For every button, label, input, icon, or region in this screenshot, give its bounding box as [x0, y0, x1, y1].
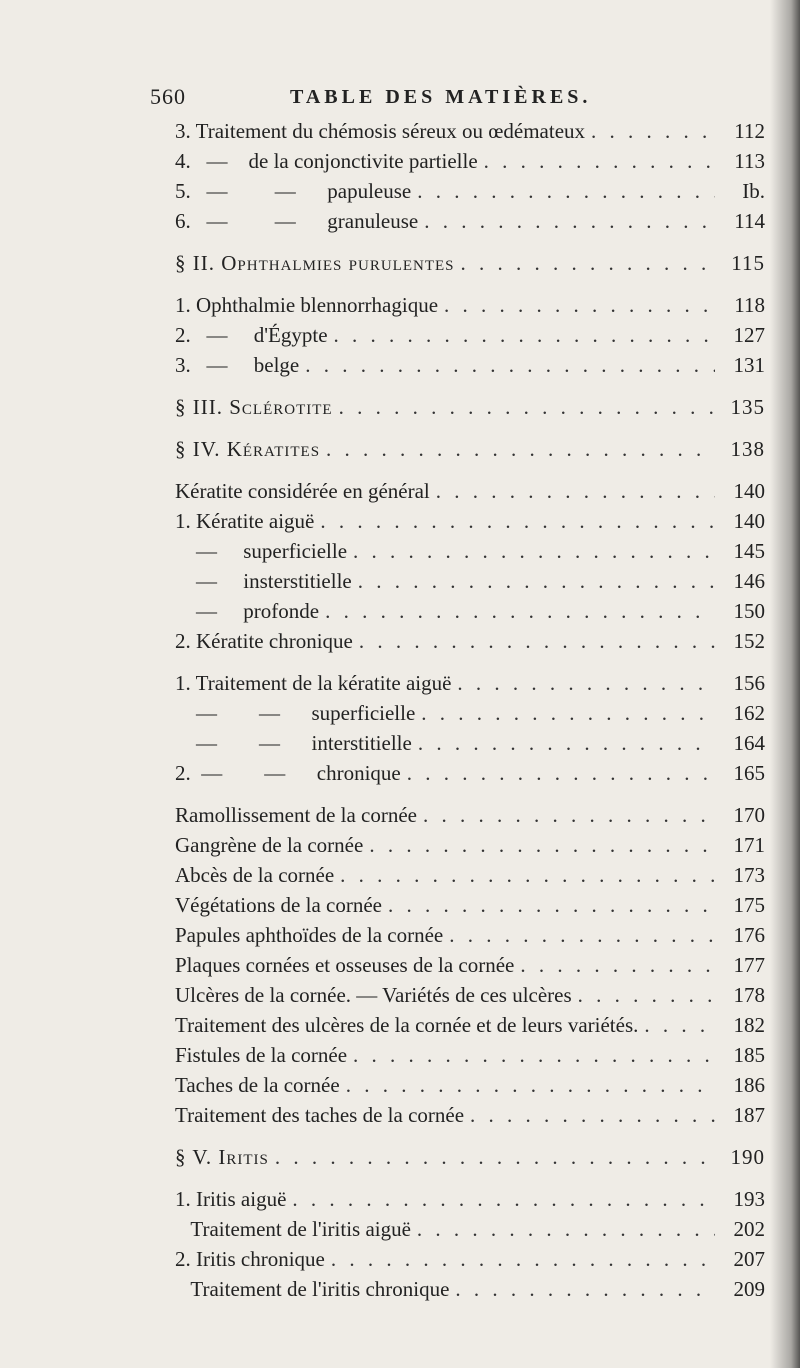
- toc-page-number: 114: [734, 209, 765, 233]
- toc-page-number: 112: [734, 119, 765, 143]
- toc-entry-title: § IV. Kératites: [175, 437, 321, 461]
- toc-page-number: 186: [733, 1073, 765, 1097]
- toc-entry: [175, 698, 765, 728]
- toc-page-number: 171: [733, 833, 765, 857]
- toc-entry: [175, 950, 765, 980]
- toc-entry-title: 6. — — granuleuse: [175, 209, 419, 233]
- toc-leader-dots: [346, 1070, 715, 1100]
- toc-leader-dots: [305, 350, 715, 380]
- toc-entry: [175, 1010, 765, 1040]
- toc-leader-dots: [275, 1142, 715, 1172]
- toc-page-number: 187: [733, 1103, 765, 1127]
- toc-entry-title: 1. Ophthalmie blennorrhagique: [175, 293, 439, 317]
- toc-section-heading: [175, 248, 765, 278]
- toc-gap: [175, 656, 765, 668]
- toc-leader-dots: [326, 434, 715, 464]
- toc-leader-dots: [591, 116, 715, 146]
- toc-entry-title: Fistules de la cornée: [175, 1043, 348, 1067]
- toc-entry-title: — — superficielle: [175, 701, 416, 725]
- toc-page-number: 156: [733, 671, 765, 695]
- toc-page-number: 138: [730, 437, 765, 461]
- toc-entry-title: Ramollissement de la cornée: [175, 803, 418, 827]
- toc-page-number: 150: [733, 599, 765, 623]
- toc-page-number: 140: [733, 509, 765, 533]
- toc-page-number: 190: [730, 1145, 765, 1169]
- toc-entry: [175, 860, 765, 890]
- toc-page-number: 182: [733, 1013, 765, 1037]
- toc-leader-dots: [325, 596, 715, 626]
- toc-leader-dots: [520, 950, 715, 980]
- toc-section-heading: [175, 392, 765, 422]
- toc-gap: [175, 422, 765, 434]
- toc-gap: [175, 1130, 765, 1142]
- toc-entry-title: Papules aphthoïdes de la cornée: [175, 923, 444, 947]
- toc-gap: [175, 278, 765, 290]
- toc-leader-dots: [449, 920, 715, 950]
- toc-page-number: 176: [733, 923, 765, 947]
- toc-entry-title: 2. Kératite chronique: [175, 629, 353, 653]
- toc-entry: [175, 1274, 765, 1304]
- toc-leader-dots: [331, 1244, 715, 1274]
- toc-leader-dots: [292, 1184, 715, 1214]
- toc-entry: [175, 566, 765, 596]
- toc-entry: [175, 116, 765, 146]
- toc-gap: [175, 464, 765, 476]
- toc-leader-dots: [461, 248, 716, 278]
- toc-page-number: 178: [733, 983, 765, 1007]
- toc-leader-dots: [436, 476, 715, 506]
- toc-entry-title: Traitement de l'iritis chronique: [175, 1277, 450, 1301]
- toc-page-number: 175: [733, 893, 765, 917]
- toc-page-number: 177: [733, 953, 765, 977]
- toc-entry-title: 3. Traitement du chémosis séreux ou œdémateux: [175, 119, 586, 143]
- toc-entry-title: 1. Kératite aiguë: [175, 509, 315, 533]
- toc-entry: [175, 626, 765, 656]
- toc-page-number: 146: [733, 569, 765, 593]
- toc-entry: [175, 758, 765, 788]
- toc-leader-dots: [417, 1214, 715, 1244]
- toc-entry-title: Taches de la cornée: [175, 1073, 340, 1097]
- page-edge-shadow: [770, 0, 800, 1368]
- toc-page-number: 173: [733, 863, 765, 887]
- toc-entry: [175, 1100, 765, 1130]
- toc-entry: [175, 536, 765, 566]
- toc-entry-title: Abcès de la cornée: [175, 863, 335, 887]
- toc-entry: [175, 176, 765, 206]
- toc-leader-dots: [369, 830, 715, 860]
- toc-page-number: 131: [733, 353, 765, 377]
- toc-leader-dots: [644, 1010, 715, 1040]
- toc-page-number: 118: [734, 293, 765, 317]
- toc-section-heading: [175, 434, 765, 464]
- toc-entry: [175, 1244, 765, 1274]
- toc-entry: [175, 1214, 765, 1244]
- page-header: [150, 80, 750, 114]
- toc-entry-title: Kératite considérée en général: [175, 479, 430, 503]
- toc-leader-dots: [457, 668, 715, 698]
- toc-page-number: 193: [733, 1187, 765, 1211]
- toc-page-number: 140: [733, 479, 765, 503]
- toc-leader-dots: [470, 1100, 715, 1130]
- toc-entry-title: § II. Ophthalmies purulentes: [175, 251, 455, 275]
- page-number: 560: [150, 84, 186, 109]
- toc-entry-title: Végétations de la cornée: [175, 893, 382, 917]
- toc-gap: [175, 236, 765, 248]
- toc-entry-title: § III. Sclérotite: [175, 395, 333, 419]
- toc-page-number: 113: [734, 149, 765, 173]
- toc-entry: [175, 350, 765, 380]
- toc-leader-dots: [423, 800, 715, 830]
- toc-entry-title: 4. — de la conjonctivite partielle: [175, 149, 478, 173]
- toc-entry-title: Ulcères de la cornée. — Variétés de ces ulcères: [175, 983, 572, 1007]
- toc-entry: [175, 668, 765, 698]
- toc-entry: [175, 1184, 765, 1214]
- toc-entry-title: — — interstitielle: [175, 731, 412, 755]
- toc-entry-title: Traitement de l'iritis aiguë: [175, 1217, 411, 1241]
- toc-entry: [175, 830, 765, 860]
- toc-leader-dots: [334, 320, 715, 350]
- toc-entry-title: — profonde: [175, 599, 320, 623]
- toc-entry-title: 2. Iritis chronique: [175, 1247, 325, 1271]
- toc-entry-title: — insterstitielle: [175, 569, 352, 593]
- toc-leader-dots: [418, 728, 715, 758]
- toc-leader-dots: [353, 1040, 715, 1070]
- toc-entry: [175, 476, 765, 506]
- toc-leader-dots: [340, 860, 715, 890]
- toc-entry: [175, 146, 765, 176]
- toc-page-number: 207: [733, 1247, 765, 1271]
- toc-gap: [175, 1172, 765, 1184]
- toc-leader-dots: [484, 146, 715, 176]
- toc-leader-dots: [320, 506, 715, 536]
- toc-leader-dots: [407, 758, 715, 788]
- toc-entry-title: 5. — — papuleuse: [175, 179, 412, 203]
- toc-page-number: 185: [733, 1043, 765, 1067]
- toc-leader-dots: [444, 290, 715, 320]
- toc-leader-dots: [353, 536, 715, 566]
- toc-page-number: 152: [733, 629, 765, 653]
- toc-entry-title: 1. Iritis aiguë: [175, 1187, 287, 1211]
- toc-entry: [175, 1070, 765, 1100]
- toc-leader-dots: [358, 566, 715, 596]
- toc-page-number: 162: [733, 701, 765, 725]
- toc-entry-title: 3. — belge: [175, 353, 300, 377]
- toc-entry: [175, 728, 765, 758]
- toc-entry: [175, 980, 765, 1010]
- toc-page-number: 145: [733, 539, 765, 563]
- table-of-contents: [175, 116, 765, 1304]
- toc-entry: [175, 1040, 765, 1070]
- toc-page-number: 135: [730, 395, 765, 419]
- toc-entry: [175, 290, 765, 320]
- toc-entry: [175, 920, 765, 950]
- toc-leader-dots: [417, 176, 715, 206]
- toc-entry-title: Gangrène de la cornée: [175, 833, 364, 857]
- toc-page-number: 127: [733, 323, 765, 347]
- toc-gap: [175, 788, 765, 800]
- toc-leader-dots: [578, 980, 715, 1010]
- toc-entry-title: 2. — — chronique: [175, 761, 401, 785]
- toc-leader-dots: [424, 206, 715, 236]
- toc-page-number: 165: [733, 761, 765, 785]
- toc-page-number: 115: [731, 251, 765, 275]
- toc-entry-title: § V. Iritis: [175, 1145, 269, 1169]
- toc-entry-title: 2. — d'Égypte: [175, 323, 328, 347]
- toc-entry-title: — superficielle: [175, 539, 348, 563]
- toc-entry-title: Traitement des ulcères de la cornée et de leurs variétés.: [175, 1013, 639, 1037]
- toc-page-number: 209: [733, 1277, 765, 1301]
- toc-entry: [175, 320, 765, 350]
- toc-page-number: 170: [733, 803, 765, 827]
- toc-leader-dots: [339, 392, 715, 422]
- toc-entry: [175, 800, 765, 830]
- toc-entry: [175, 506, 765, 536]
- running-title: TABLE DES MATIÈRES.: [290, 86, 592, 108]
- toc-entry-title: 1. Traitement de la kératite aiguë: [175, 671, 452, 695]
- toc-leader-dots: [388, 890, 715, 920]
- toc-leader-dots: [359, 626, 715, 656]
- toc-page-number: 164: [733, 731, 765, 755]
- toc-entry-title: Traitement des taches de la cornée: [175, 1103, 465, 1127]
- toc-leader-dots: [455, 1274, 715, 1304]
- toc-page-number: Ib.: [742, 179, 765, 203]
- toc-entry: [175, 206, 765, 236]
- toc-entry-title: Plaques cornées et osseuses de la cornée: [175, 953, 515, 977]
- toc-section-heading: [175, 1142, 765, 1172]
- toc-page-number: 202: [733, 1217, 765, 1241]
- toc-leader-dots: [421, 698, 715, 728]
- toc-entry: [175, 890, 765, 920]
- toc-gap: [175, 380, 765, 392]
- toc-entry: [175, 596, 765, 626]
